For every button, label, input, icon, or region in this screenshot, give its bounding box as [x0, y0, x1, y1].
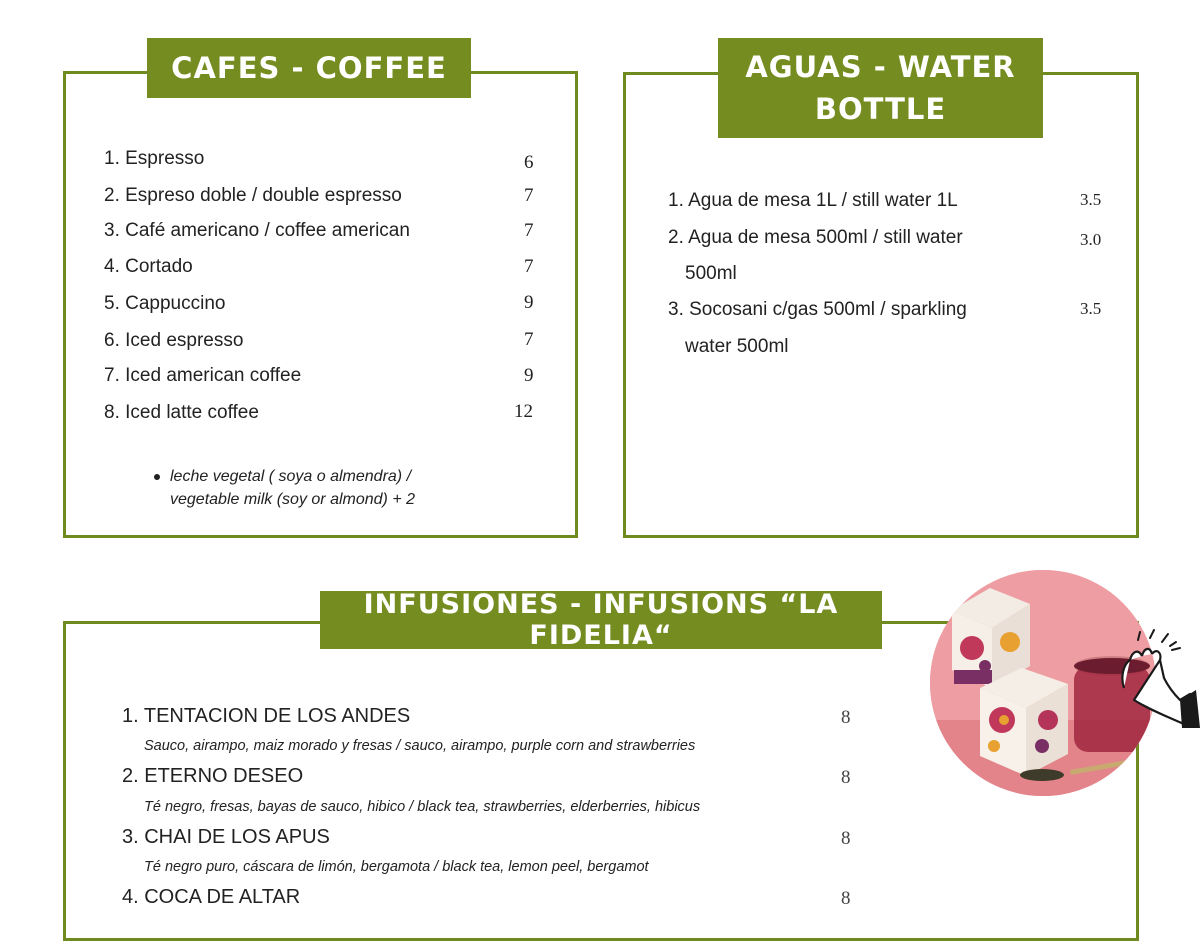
list-item: 1. Espresso [104, 148, 205, 169]
water-title-line2: BOTTLE [814, 92, 947, 126]
item-price: 8 [841, 828, 851, 849]
item-price: 7 [524, 185, 534, 206]
item-price: 12 [514, 401, 533, 422]
list-item: 6. Iced espresso [104, 330, 244, 351]
item-description: Té negro, fresas, bayas de sauco, hibico / black tea, strawberries, elderberries, hibicus [144, 799, 701, 815]
item-price: 3.0 [1080, 230, 1102, 249]
list-item-continuation: water 500ml [685, 336, 789, 357]
item-price: 8 [841, 888, 851, 909]
list-item: 1. TENTACION DE LOS ANDES [122, 705, 411, 727]
list-item: 7. Iced american coffee [104, 365, 302, 386]
list-item: 4. Cortado [104, 256, 193, 277]
infusions-title: INFUSIONES - INFUSIONS “LA FIDELIA“ [320, 591, 882, 649]
list-item: 2. Agua de mesa 500ml / still water [668, 227, 963, 248]
vegetable-milk-note-line2: vegetable milk (soy or almond) + 2 [170, 491, 415, 508]
item-price: 9 [524, 365, 534, 386]
item-description: Té negro puro, cáscara de limón, bergamota / black tea, lemon peel, bergamot [144, 859, 649, 875]
item-description: Sauco, airampo, maiz morado y fresas / sauco, airampo, purple corn and strawberries [144, 738, 696, 754]
list-item: 1. Agua de mesa 1L / still water 1L [668, 190, 958, 211]
item-price: 3.5 [1080, 299, 1102, 318]
item-price: 6 [524, 152, 534, 173]
coffee-title: CAFES - COFFEE [147, 38, 471, 98]
water-title [718, 38, 1043, 138]
item-price: 9 [524, 292, 534, 313]
list-item: 5. Cappuccino [104, 293, 226, 314]
list-item: 4. COCA DE ALTAR [122, 886, 301, 908]
bullet-icon [154, 474, 160, 480]
item-price: 7 [524, 256, 534, 277]
item-price: 7 [524, 220, 534, 241]
item-price: 8 [841, 707, 851, 728]
water-title-line1: AGUAS - WATER [745, 50, 1016, 84]
item-price: 8 [841, 767, 851, 788]
list-item: 3. Socosani c/gas 500ml / sparkling [668, 299, 967, 320]
item-price: 7 [524, 329, 534, 350]
list-item: 2. ETERNO DESEO [122, 765, 304, 787]
list-item: 3. CHAI DE LOS APUS [122, 826, 330, 848]
vegetable-milk-note-line1: leche vegetal ( soya o almendra) / [170, 468, 412, 485]
list-item-continuation: 500ml [685, 263, 737, 284]
list-item: 8. Iced latte coffee [104, 402, 259, 423]
waving-hand-icon [1110, 628, 1200, 738]
list-item: 2. Espreso doble / double espresso [104, 185, 402, 206]
list-item: 3. Café americano / coffee american [104, 220, 410, 241]
item-price: 3.5 [1080, 190, 1102, 209]
